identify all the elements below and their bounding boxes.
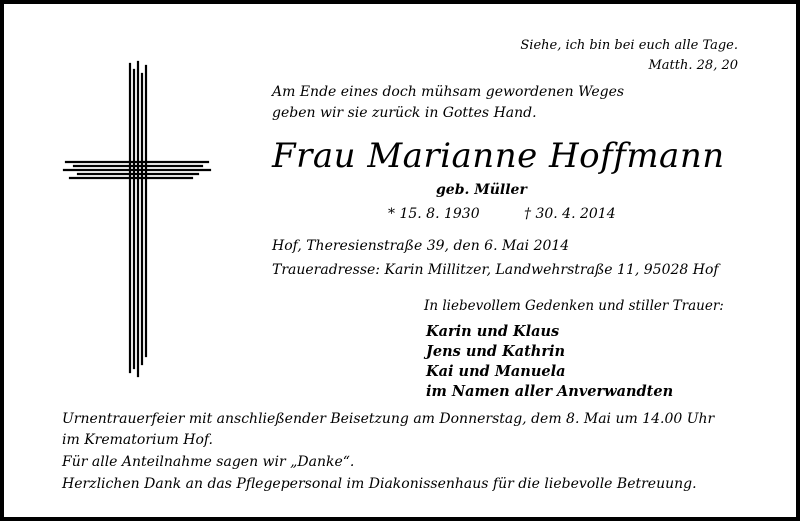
ceremony-line-1: Urnentrauerfeier mit anschließender Beisetzung am Donnerstag, dem 8. Mai um 14.00 Uhr (62, 411, 715, 427)
intro-line-2: geben wir sie zurück in Gottes Hand. (272, 105, 537, 121)
mourning-intro: In liebevollem Gedenken und stiller Trauer: (424, 298, 724, 314)
mourner-name: Kai und Manuela (426, 363, 566, 380)
death-date: † 30. 4. 2014 (524, 206, 616, 222)
mourner-name: Karin und Klaus (426, 323, 560, 340)
bible-reference: Matth. 28, 20 (648, 58, 738, 73)
cross-icon (62, 60, 212, 380)
birth-date: * 15. 8. 1930 (388, 206, 480, 222)
deceased-name: Frau Marianne Hoffmann (272, 136, 725, 176)
care-thanks-line: Herzlichen Dank an das Pflegepersonal im Diakonissenhaus für die liebevolle Betreuung. (62, 476, 697, 492)
maiden-name: geb. Müller (436, 182, 527, 198)
intro-line-1: Am Ende eines doch mühsam gewordenen Weges (272, 84, 625, 100)
mourner-name: Jens und Kathrin (426, 343, 566, 360)
thanks-line: Für alle Anteilnahme sagen wir „Danke“. (62, 454, 355, 470)
place-and-date: Hof, Theresienstraße 39, den 6. Mai 2014 (272, 238, 570, 254)
bible-verse: Siehe, ich bin bei euch alle Tage. (520, 38, 738, 53)
mourning-address: Traueradresse: Karin Millitzer, Landwehrstraße 11, 95028 Hof (272, 262, 719, 278)
ceremony-line-2: im Krematorium Hof. (62, 432, 213, 448)
mourner-name: im Namen aller Anverwandten (426, 383, 674, 400)
